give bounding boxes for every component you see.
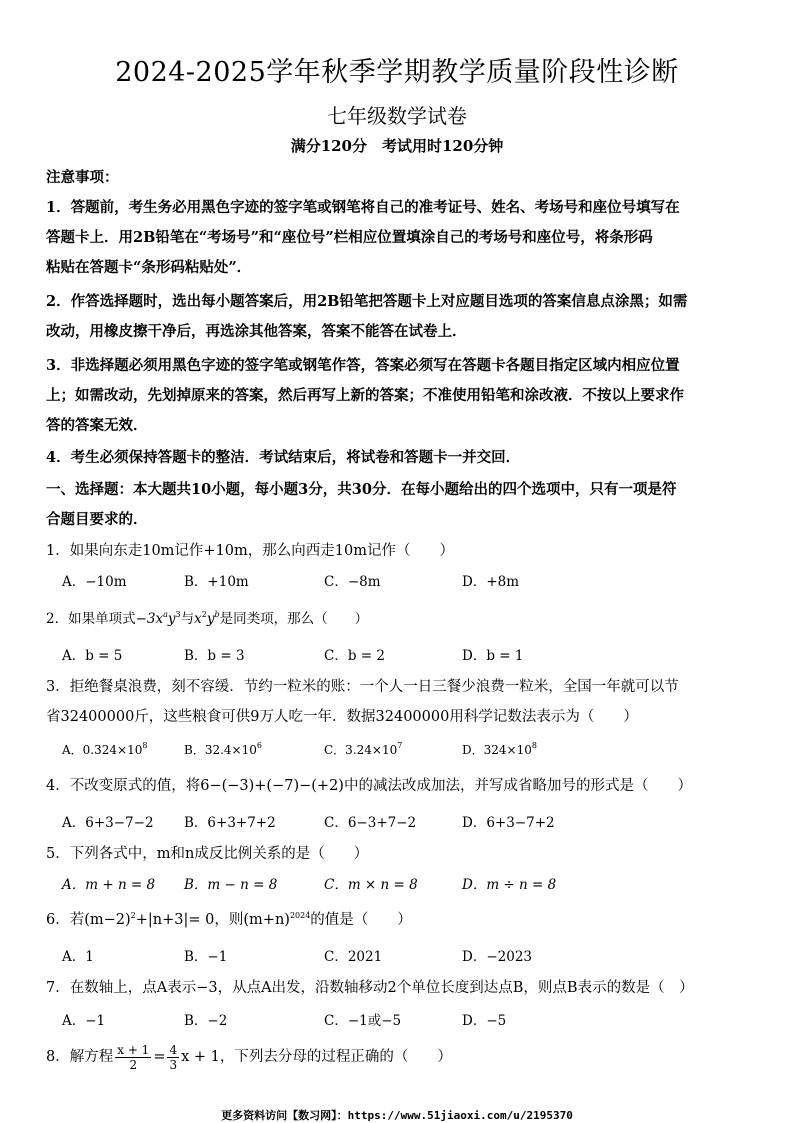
math-term: y <box>167 611 176 627</box>
stem-text: 是同类项，那么（ ） <box>219 611 369 627</box>
option-c: C．−8m <box>324 574 381 590</box>
question-7-stem: 7．在数轴上，点A表示−3，从点A出发，沿数轴移动2个单位长度到达点B，则点B表示的数是（ ） <box>46 980 694 996</box>
exponent: 8 <box>142 741 148 750</box>
notice-line: 2．作答选择题时，选出每小题答案后，用2B铅笔把答题卡上对应题目选项的答案信息点涂黑；如需 <box>46 293 688 310</box>
stem-text: 与 <box>180 611 195 627</box>
math-term: x <box>194 611 202 627</box>
math-term: −3x <box>135 611 164 627</box>
option-a <box>62 740 147 760</box>
exponent: 8 <box>531 741 537 750</box>
footer-link[interactable]: 更多资料访问【数习网】：https://www.51jiaoxi.com/u/2195370 <box>221 1109 573 1122</box>
math-term: y <box>206 611 215 627</box>
question-3-options <box>62 740 762 760</box>
question-2-options <box>62 646 762 666</box>
fraction-numerator: x + 1 <box>117 1042 150 1057</box>
option-b: B．−1 <box>184 949 228 965</box>
notice-line: 4．考生必须保持答题卡的整洁．考试结束后，将试卷和答题卡一并交回． <box>46 449 521 466</box>
option-a: A．6+3−7−2 <box>62 815 154 831</box>
option-c <box>324 740 402 760</box>
option-b: B．−2 <box>184 1013 228 1029</box>
question-1-options <box>62 572 762 592</box>
option-c: C．m × n = 8 <box>324 877 418 893</box>
option-d: D．−5 <box>462 1013 507 1029</box>
question-3-stem: 省32400000斤，这些粮食可供9万人吃一年．数据32400000用科学记数法表示为（ ） <box>46 709 638 725</box>
question-5-options <box>62 875 762 895</box>
exponent: b <box>214 610 220 619</box>
option-c: C．2021 <box>324 949 383 965</box>
option-a: A．1 <box>62 949 94 965</box>
notice-line: 粘贴在答题卡“条形码粘贴处”． <box>46 259 252 276</box>
notice-line: 1．答题前，考生务必用黑色字迹的签字笔或钢笔将自己的准考证号、姓名、考场号和座位号填写在 <box>46 199 680 216</box>
score-info: 满分120分 考试用时120分钟 <box>290 137 504 155</box>
question-1-stem: 1．如果向东走10m记作+10m，那么向西走10m记作（ ） <box>46 543 454 559</box>
option-c: C．−1或−5 <box>324 1013 402 1029</box>
notice-line: 答题卡上．用2B铅笔在“考场号”和“座位号”栏相应位置填涂自己的考场号和座位号，将条形码 <box>46 229 653 246</box>
question-6-options <box>62 947 762 967</box>
option-c: C．b = 2 <box>324 648 385 664</box>
fraction <box>167 1043 179 1072</box>
notice-line: 上；如需改动，先划掉原来的答案，然后再写上新的答案；不准使用铅笔和涂改液．不按以上要求作 <box>46 387 684 404</box>
option-d: D．+8m <box>462 574 520 590</box>
section-heading: 一、选择题：本大题共10小题，每小题3分，共30分．在每小题给出的四个选项中，只有一项是符 <box>46 481 677 498</box>
question-2-stem <box>46 609 756 629</box>
option-b: B．b = 3 <box>184 648 245 664</box>
section-heading: 合题目要求的． <box>46 511 148 528</box>
option-d: D．6+3−7+2 <box>462 815 555 831</box>
stem-text: +|n+3|= 0，则(m+n) <box>135 912 290 928</box>
question-8-stem <box>46 1040 756 1074</box>
fraction-denominator: 2 <box>129 1057 138 1072</box>
option-b: B．+10m <box>184 574 249 590</box>
stem-text: 8．解方程 <box>46 1049 114 1065</box>
option-a: A．−10m <box>62 574 127 590</box>
notice-line: 改动，用橡皮擦干净后，再选涂其他答案，答案不能答在试卷上． <box>46 323 467 340</box>
exponent: 2024 <box>289 911 311 920</box>
option-text: A．0.324×10 <box>62 743 143 757</box>
stem-text: x + 1，下列去分母的过程正确的（ ） <box>181 1049 452 1065</box>
notice-line: 答的答案无效． <box>46 417 148 434</box>
exponent: 2 <box>130 911 136 920</box>
option-b: B．6+3+7+2 <box>184 815 276 831</box>
stem-text: 的值是（ ） <box>310 912 412 928</box>
option-text: D．324×10 <box>462 743 532 757</box>
question-6-stem <box>46 910 756 930</box>
exponent: 6 <box>256 741 262 750</box>
exam-title: 2024-2025学年秋季学期教学质量阶段性诊断 <box>115 57 679 88</box>
equals-sign: = <box>153 1049 166 1065</box>
option-d: D．m ÷ n = 8 <box>462 877 557 893</box>
question-4-options <box>62 813 762 833</box>
option-text: B．32.4×10 <box>184 743 257 757</box>
stem-text: 2．如果单项式 <box>46 611 136 627</box>
question-5-stem: 5．下列各式中，m和n成反比例关系的是（ ） <box>46 846 369 862</box>
exponent: a <box>163 610 168 619</box>
option-d: D．b = 1 <box>462 648 524 664</box>
fraction-denominator: 3 <box>169 1057 178 1072</box>
option-c: C．6−3+7−2 <box>324 815 417 831</box>
stem-text: 6．若(m−2) <box>46 912 131 928</box>
notice-line: 3．非选择题必须用黑色字迹的签字笔或钢笔作答，答案必须写在答题卡各题目指定区域内相应位置 <box>46 357 680 374</box>
question-3-stem: 3．拒绝餐桌浪费，刻不容缓．节约一粒米的账：一个人一日三餐少浪费一粒米，全国一年就可以节 <box>46 679 679 695</box>
option-text: C．3.24×10 <box>324 743 398 757</box>
notice-heading: 注意事项： <box>46 169 119 186</box>
exam-subtitle: 七年级数学试卷 <box>327 104 467 128</box>
option-a: A．m + n = 8 <box>62 877 156 893</box>
exponent: 2 <box>201 610 207 619</box>
question-4-stem: 4．不改变原式的值，将6−(−3)+(−7)−(+2)中的减法改成加法，并写成省略加号的形式是（ ） <box>46 778 692 794</box>
option-a: A．b = 5 <box>62 648 123 664</box>
fraction <box>115 1043 151 1072</box>
option-d <box>462 740 537 760</box>
exponent: 3 <box>175 610 181 619</box>
exponent: 7 <box>397 741 403 750</box>
option-d: D．−2023 <box>462 949 532 965</box>
option-a: A．−1 <box>62 1013 106 1029</box>
fraction-numerator: 4 <box>169 1042 178 1057</box>
option-b: B．m − n = 8 <box>184 877 278 893</box>
question-7-options <box>62 1011 762 1031</box>
option-b <box>184 740 262 760</box>
